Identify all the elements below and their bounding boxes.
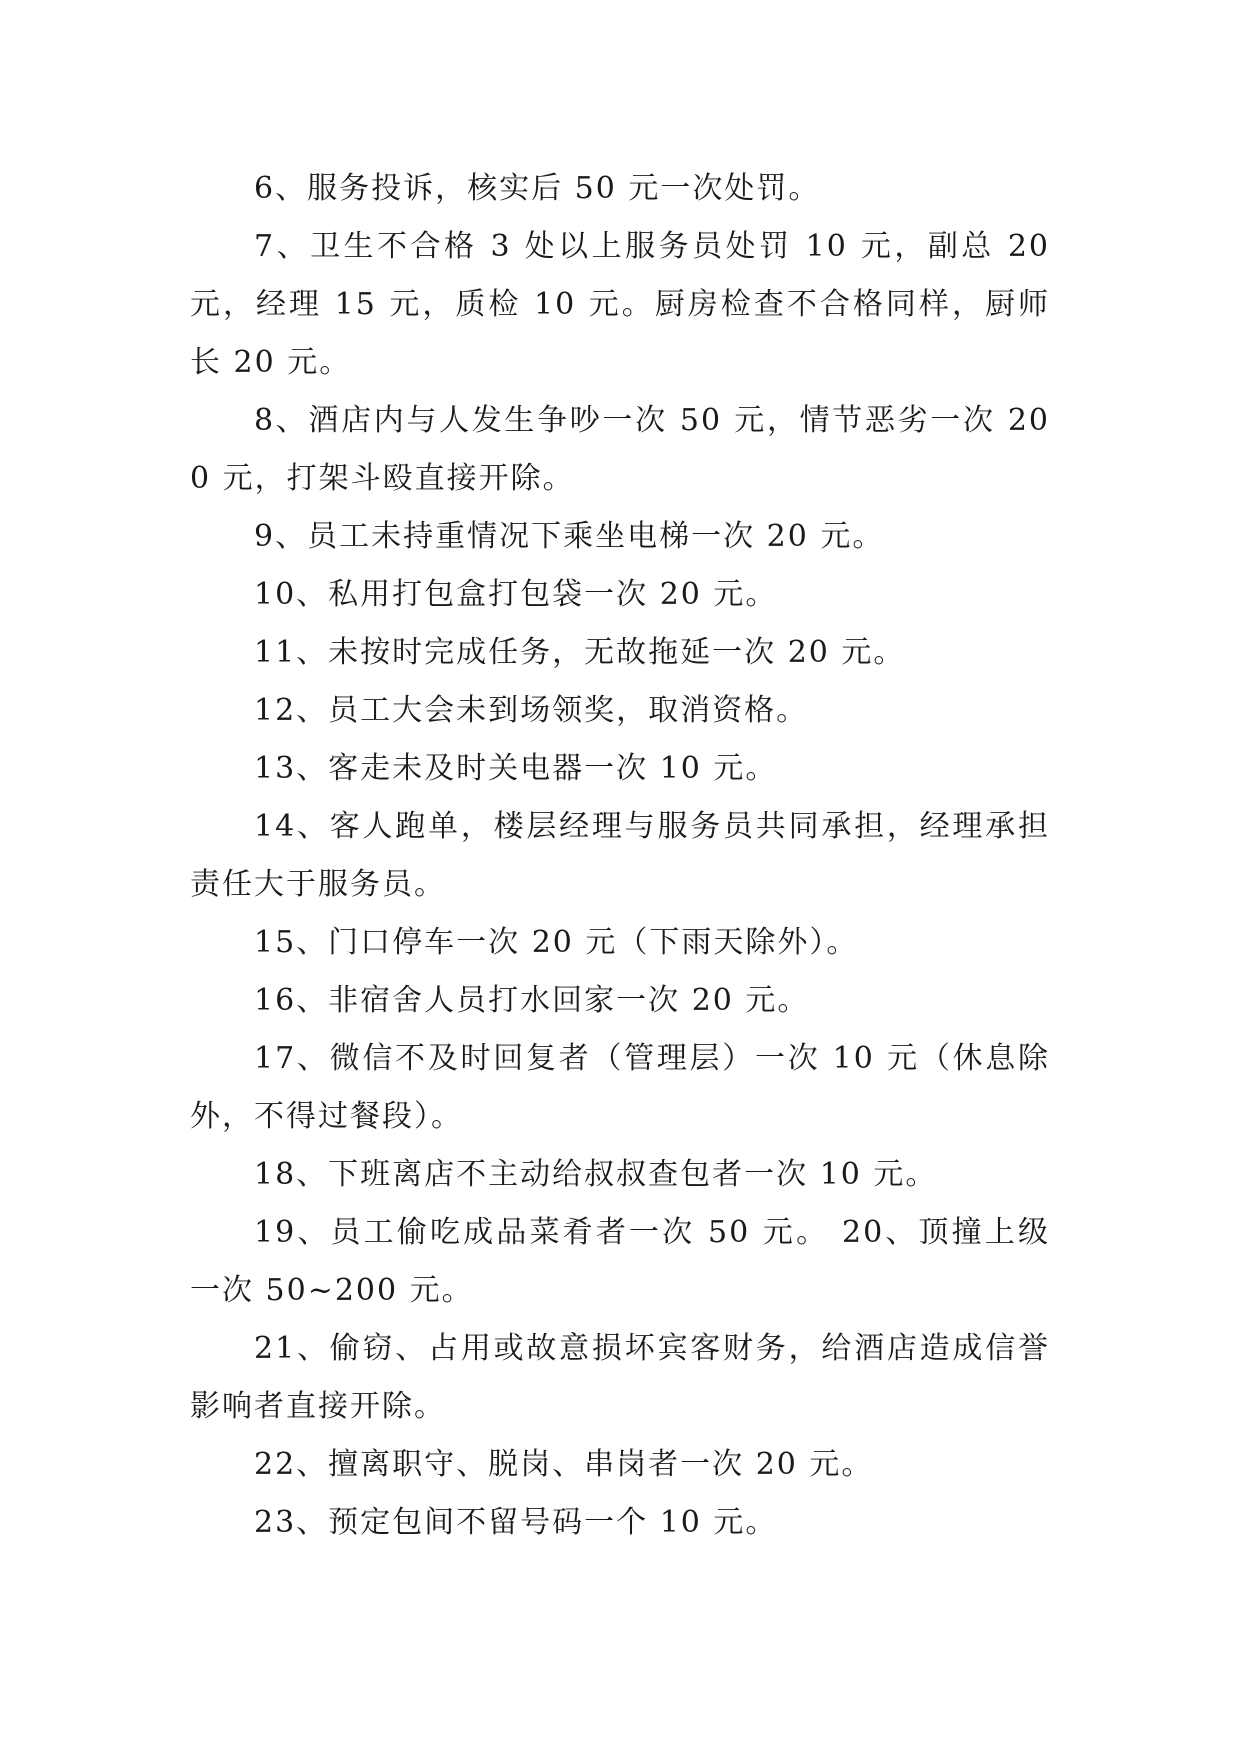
rule-item: 22、擅离职守、脱岗、串岗者一次 20 元。: [254, 1447, 874, 1482]
rule-item: 23、预定包间不留号码一个 10 元。: [254, 1505, 778, 1540]
rule-item: 14、客人跑单，楼层经理与服务员共同承担，经理承担责任大于服务员。: [190, 809, 1050, 902]
rule-item: 15、门口停车一次 20 元（下雨天除外）。: [254, 925, 859, 960]
rule-item: 18、下班离店不主动给叔叔查包者一次 10 元。: [254, 1157, 938, 1192]
rule-item: 8、酒店内与人发生争吵一次 50 元，情节恶劣一次 200 元，打架斗殴直接开除。: [190, 403, 1050, 496]
rule-item: 7、卫生不合格 3 处以上服务员处罚 10 元，副总 20 元，经理 15 元，质检 10 元。厨房检查不合格同样，厨师长 20 元。: [190, 229, 1050, 380]
rule-item: 9、员工未持重情况下乘坐电梯一次 20 元。: [254, 519, 885, 554]
rule-item: 10、私用打包盒打包袋一次 20 元。: [254, 577, 778, 612]
rule-item: 17、微信不及时回复者（管理层）一次 10 元（休息除外，不得过餐段）。: [190, 1041, 1050, 1134]
rule-item: 6、服务投诉，核实后 50 元一次处罚。: [254, 171, 821, 206]
rule-item: 16、非宿舍人员打水回家一次 20 元。: [254, 983, 810, 1018]
rule-item: 12、员工大会未到场领奖，取消资格。: [254, 693, 809, 728]
rule-item: 19、员工偷吃成品菜肴者一次 50 元。 20、顶撞上级一次 50~200 元。: [190, 1215, 1050, 1308]
rules-list: [190, 160, 1050, 1552]
rule-item: 11、未按时完成任务，无故拖延一次 20 元。: [254, 635, 906, 670]
rule-item: 13、客走未及时关电器一次 10 元。: [254, 751, 778, 786]
rule-item: 21、偷窃、占用或故意损坏宾客财务，给酒店造成信誉影响者直接开除。: [190, 1331, 1050, 1424]
